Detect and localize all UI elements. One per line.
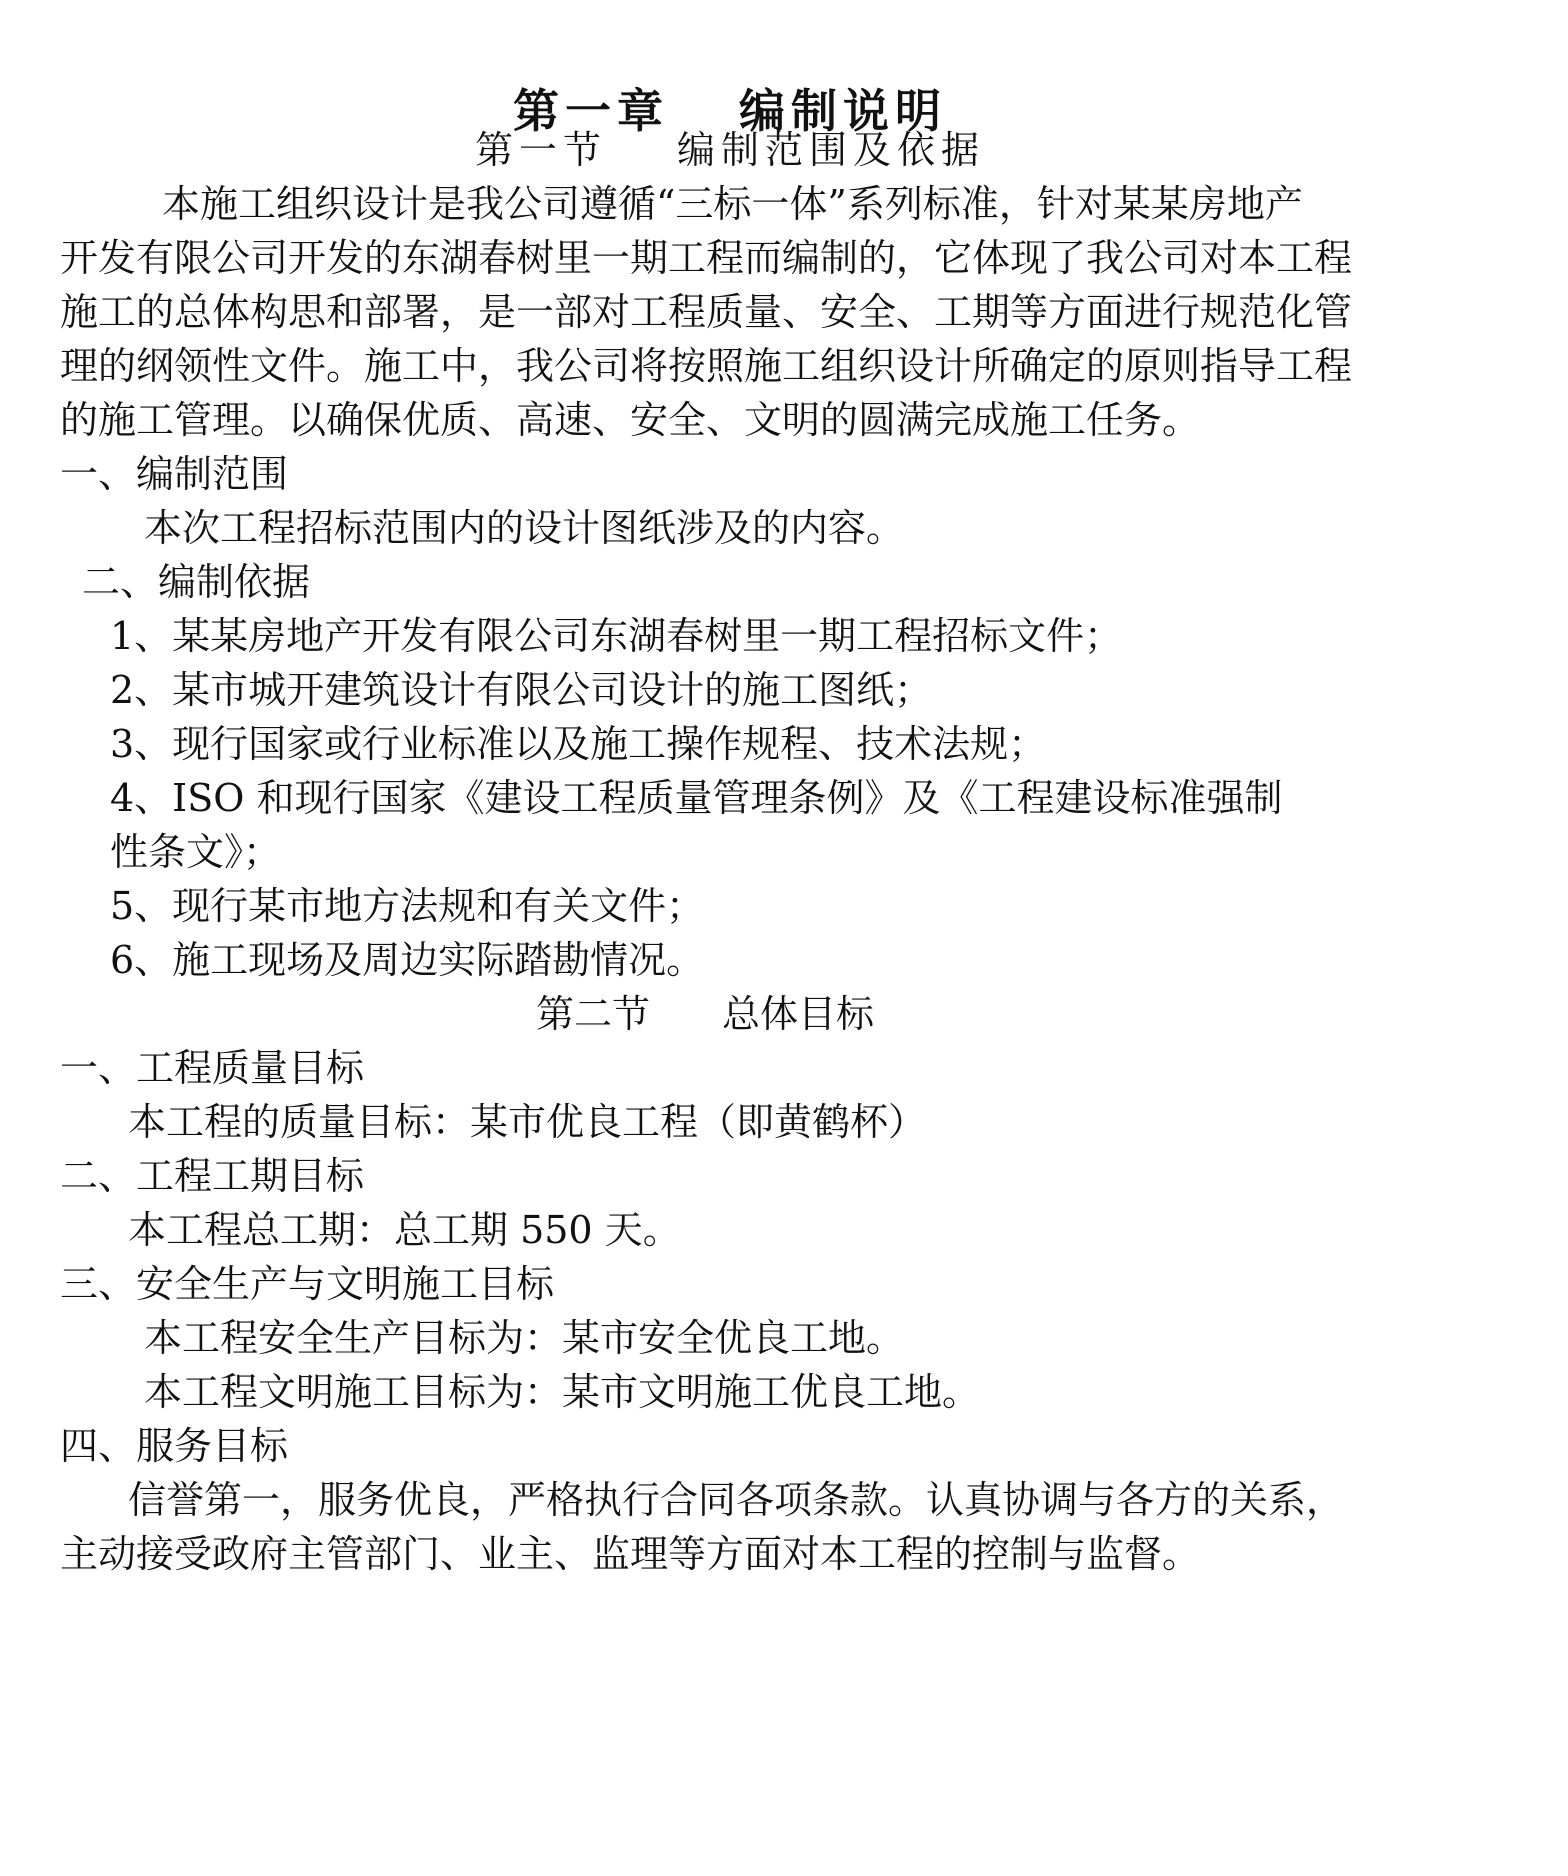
section-1-name: 编制范围及依据 bbox=[677, 128, 986, 172]
intro-line-4: 理的纲领性文件。施工中，我公司将按照施工组织设计所确定的原则指导工程 bbox=[60, 344, 1353, 388]
service-text-1: 信誉第一，服务优良，严格执行合同各项条款。认真协调与各方的关系， bbox=[128, 1478, 1345, 1522]
section-2-number: 第二节 bbox=[536, 992, 651, 1036]
basis-heading: 二、编制依据 bbox=[82, 560, 311, 604]
intro-line-3: 施工的总体构思和部署，是一部对工程质量、安全、工期等方面进行规范化管 bbox=[60, 290, 1353, 334]
basis-item-4-cont: 性条文》； bbox=[110, 830, 282, 874]
scope-text: 本次工程招标范围内的设计图纸涉及的内容。 bbox=[144, 506, 905, 550]
chapter-number: 第一章 bbox=[513, 84, 669, 138]
intro-line-1: 本施工组织设计是我公司遵循“三标一体”系列标准，针对某某房地产 bbox=[162, 182, 1303, 226]
safety-text-1: 本工程安全生产目标为：某市安全优良工地。 bbox=[144, 1316, 905, 1360]
quality-heading: 一、工程质量目标 bbox=[60, 1046, 365, 1090]
basis-item-6: 6、施工现场及周边实际踏勘情况。 bbox=[110, 938, 705, 982]
section-1-number: 第一节 bbox=[474, 128, 607, 172]
service-text-2: 主动接受政府主管部门、业主、监理等方面对本工程的控制与监督。 bbox=[60, 1532, 1201, 1576]
basis-item-5: 5、现行某市地方法规和有关文件； bbox=[110, 884, 705, 928]
intro-line-2: 开发有限公司开发的东湖春树里一期工程而编制的，它体现了我公司对本工程 bbox=[60, 236, 1353, 280]
safety-heading: 三、安全生产与文明施工目标 bbox=[60, 1262, 555, 1306]
chapter-name: 编制说明 bbox=[739, 84, 947, 138]
scope-heading: 一、编制范围 bbox=[60, 452, 289, 496]
basis-item-2: 2、某市城开建筑设计有限公司设计的施工图纸； bbox=[110, 668, 933, 712]
basis-item-4: 4、ISO 和现行国家《建设工程质量管理条例》及《工程建设标准强制 bbox=[110, 776, 1283, 820]
schedule-text: 本工程总工期：总工期 550 天。 bbox=[128, 1208, 681, 1252]
intro-line-5: 的施工管理。以确保优质、高速、安全、文明的圆满完成施工任务。 bbox=[60, 398, 1201, 442]
safety-text-2: 本工程文明施工目标为：某市文明施工优良工地。 bbox=[144, 1370, 981, 1414]
basis-item-3: 3、现行国家或行业标准以及施工操作规程、技术法规； bbox=[110, 722, 1047, 766]
section-2-name: 总体目标 bbox=[722, 992, 875, 1036]
basis-item-1: 1、某某房地产开发有限公司东湖春树里一期工程招标文件； bbox=[110, 614, 1123, 658]
service-heading: 四、服务目标 bbox=[60, 1424, 289, 1468]
schedule-heading: 二、工程工期目标 bbox=[60, 1154, 365, 1198]
quality-text: 本工程的质量目标：某市优良工程（即黄鹤杯） bbox=[128, 1100, 927, 1144]
